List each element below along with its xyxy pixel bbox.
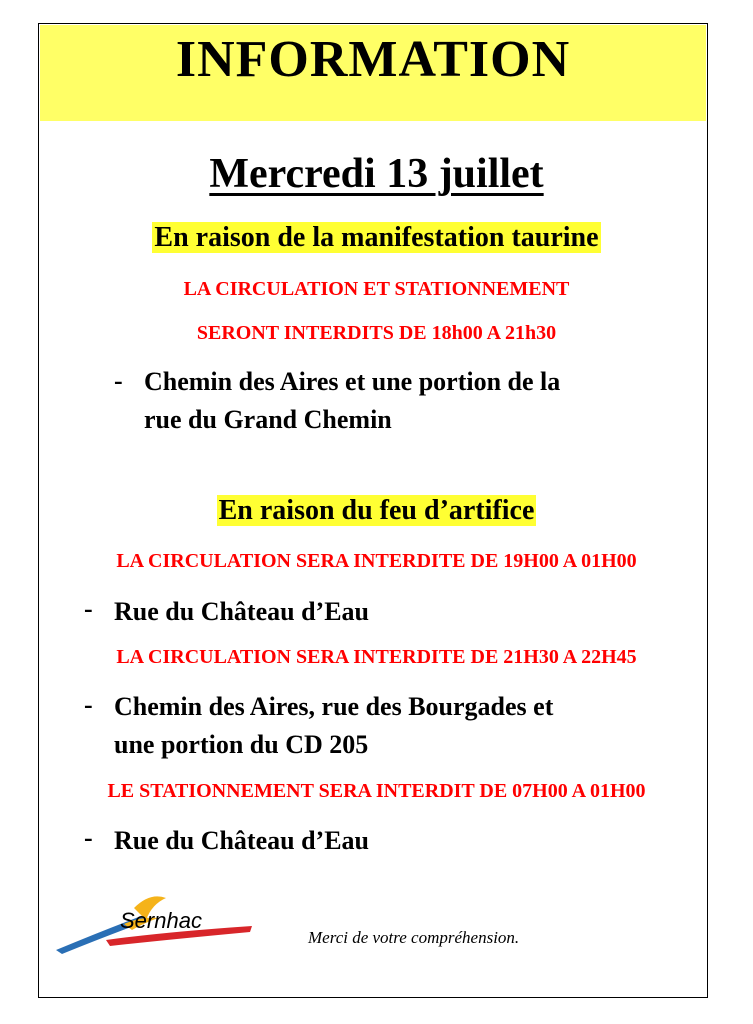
section2-notice1: LA CIRCULATION SERA INTERDITE DE 19H00 A 01H00: [116, 550, 637, 572]
section1-notice-line2: SERONT INTERDITS DE 18h00 A 21h30: [196, 322, 557, 344]
section1-heading-wrap: [0, 222, 753, 254]
sernhac-logo: [54, 890, 264, 960]
section2-item3: Rue du Château d’Eau: [114, 826, 370, 855]
section2-notice2: LA CIRCULATION SERA INTERDITE DE 21H30 A 22H45: [116, 646, 637, 668]
section1-item-line2: rue du Grand Chemin: [144, 405, 392, 434]
section2-heading: En raison du feu d’artifice: [218, 495, 535, 526]
section1-item-line1: Chemin des Aires et une portion de la: [144, 367, 561, 396]
section2-item2-line1: Chemin des Aires, rue des Bourgades et: [114, 692, 554, 721]
section2-heading-wrap: [0, 495, 753, 527]
logo-text: Sernhac: [120, 908, 202, 933]
section2-item1: Rue du Château d’Eau: [114, 597, 370, 626]
section1-notice-line1: LA CIRCULATION ET STATIONNEMENT: [183, 278, 570, 300]
event-date-text: Mercredi 13 juillet: [209, 151, 544, 197]
section1-bullet: -: [114, 366, 123, 395]
section2-notice3: LE STATIONNEMENT SERA INTERDIT DE 07H00 A 01H00: [107, 780, 646, 802]
section2-bullet2: -: [84, 690, 93, 719]
event-date: [0, 150, 753, 198]
sernhac-logo-graphic: [54, 890, 264, 960]
page-title: INFORMATION: [175, 31, 571, 88]
thanks-message: Merci de votre compréhension.: [308, 928, 520, 947]
section1-heading: En raison de la manifestation taurine: [154, 222, 599, 253]
section2-bullet1: -: [84, 594, 93, 623]
section2-bullet3: -: [84, 823, 93, 852]
section2-item2-line2: une portion du CD 205: [114, 730, 369, 759]
